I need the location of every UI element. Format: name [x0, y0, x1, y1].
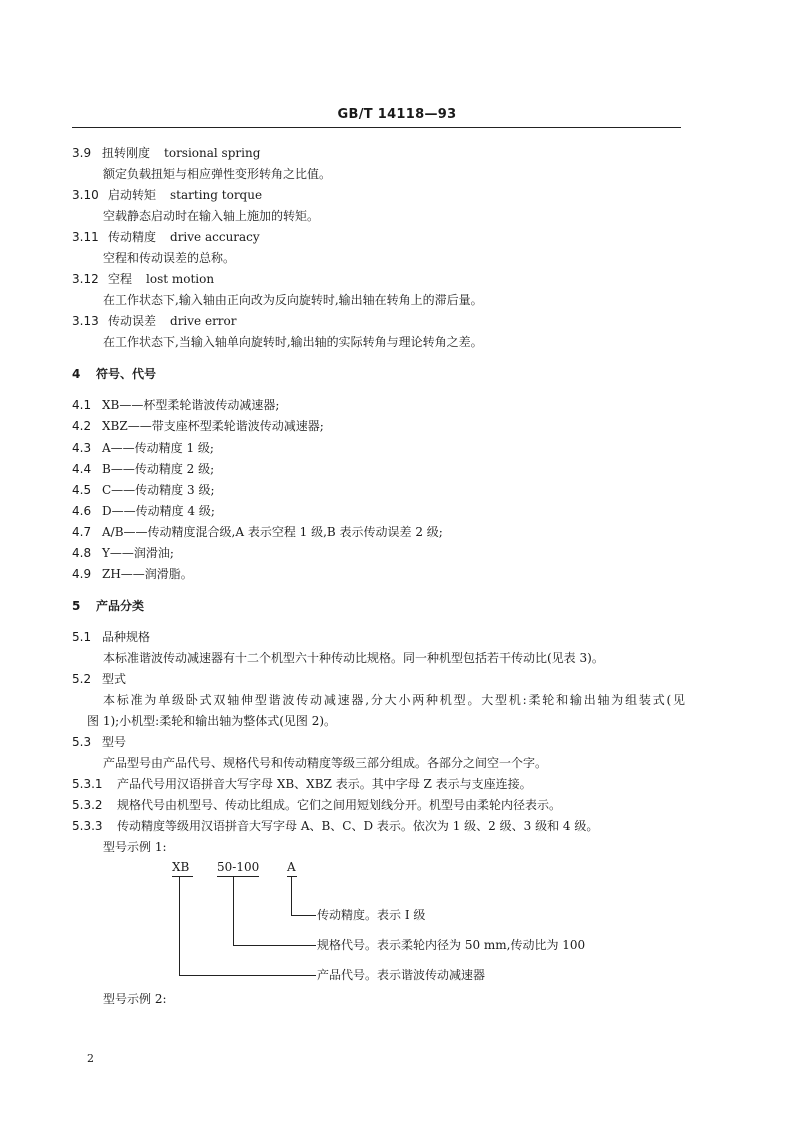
term-english: lost motion	[146, 272, 215, 286]
symbol-text: XBZ——带支座杯型柔轮谐波传动减速器;	[102, 419, 324, 433]
term-definition: 额定负载扭矩与相应弹性变形转角之比值。	[103, 167, 332, 181]
section-number: 5	[72, 599, 81, 613]
clause-number: 4.7	[72, 525, 92, 539]
section-heading-4	[72, 366, 156, 382]
code-product: XB	[172, 860, 190, 874]
symbol-text: C——传动精度 3 级;	[102, 483, 215, 497]
example-label-2: 型号示例 2:	[103, 992, 167, 1006]
symbol-text: ZH——润滑脂。	[102, 567, 193, 581]
symbol-text: XB——杯型柔轮谐波传动减速器;	[102, 398, 280, 412]
clause-number: 3.13	[72, 314, 99, 328]
subsection-title: 品种规格	[102, 630, 151, 644]
term-3-10	[72, 187, 262, 203]
term-3-13	[72, 313, 237, 329]
leader-spec-vertical	[233, 877, 234, 945]
term-3-12	[72, 271, 214, 287]
clause-number: 4.5	[72, 483, 92, 497]
paragraph: 产品型号由产品代号、规格代号和传动精度等级三部分组成。各部分之间空一个字。	[103, 756, 548, 770]
leader-product-vertical	[179, 877, 180, 975]
leader-product-horizontal	[179, 975, 316, 976]
symbol-item	[72, 503, 215, 519]
clause-5-3-3	[72, 818, 598, 834]
section-title: 产品分类	[96, 599, 145, 613]
term-3-9	[72, 145, 260, 161]
code-spec-underline	[217, 876, 259, 877]
leader-spec-horizontal	[233, 945, 316, 946]
clause-5-3-1	[72, 776, 532, 792]
clause-number: 5.3.2	[72, 798, 103, 812]
leader-accuracy-horizontal	[291, 915, 316, 916]
section-title: 符号、代号	[96, 367, 157, 381]
term-3-11	[72, 229, 260, 245]
clause-number: 4.6	[72, 504, 92, 518]
symbol-item	[72, 566, 193, 582]
subsection-5-2	[72, 671, 126, 687]
subsection-title: 型号	[102, 735, 127, 749]
section-heading-5	[72, 598, 144, 614]
term-definition: 空程和传动误差的总称。	[103, 251, 236, 265]
term-english: drive error	[170, 314, 237, 328]
symbol-item	[72, 461, 214, 477]
term-name: 扭转刚度	[102, 146, 151, 160]
clause-number: 3.9	[72, 146, 92, 160]
term-english: starting torque	[170, 188, 263, 202]
code-accuracy: A	[287, 860, 296, 874]
example-label-1: 型号示例 1:	[103, 840, 167, 854]
clause-text: 规格代号由机型号、传动比组成。它们之间用短划线分开。机型号由柔轮内径表示。	[117, 798, 562, 812]
code-spec: 50-100	[217, 860, 260, 874]
term-definition: 在工作状态下,输入轴由正向改为反向旋转时,输出轴在转角上的滞后量。	[103, 293, 483, 307]
clause-number: 4.3	[72, 441, 92, 455]
paragraph-continued: 图 1);小机型:柔轮和输出轴为整体式(见图 2)。	[87, 714, 337, 728]
symbol-text: Y——润滑油;	[102, 546, 174, 560]
label-product: 产品代号。表示谐波传动减速器	[317, 968, 486, 982]
clause-number: 5.3	[72, 735, 92, 749]
symbol-text: D——传动精度 4 级;	[102, 504, 215, 518]
header-rule	[72, 127, 681, 128]
clause-number: 4.1	[72, 398, 92, 412]
symbol-item	[72, 397, 279, 413]
clause-5-3-2	[72, 797, 561, 813]
clause-number: 4.4	[72, 462, 92, 476]
term-definition: 在工作状态下,当输入轴单向旋转时,输出轴的实际转角与理论转角之差。	[103, 335, 483, 349]
clause-number: 3.11	[72, 230, 99, 244]
clause-number: 5.1	[72, 630, 92, 644]
symbol-text: A/B——传动精度混合级,A 表示空程 1 级,B 表示传动误差 2 级;	[102, 525, 443, 539]
symbol-item	[72, 482, 215, 498]
clause-number: 5.3.1	[72, 777, 103, 791]
clause-number: 5.3.3	[72, 819, 103, 833]
clause-number: 4.2	[72, 419, 92, 433]
leader-accuracy-vertical	[291, 877, 292, 915]
code-product-underline	[172, 876, 193, 877]
clause-text: 产品代号用汉语拼音大写字母 XB、XBZ 表示。其中字母 Z 表示与支座连接。	[117, 777, 532, 791]
paragraph: 本标准谐波传动减速器有十二个机型六十种传动比规格。同一种机型包括若干传动比(见表 3)。	[103, 651, 604, 665]
page-number: 2	[87, 1052, 94, 1065]
clause-number: 4.8	[72, 546, 92, 560]
symbol-item	[72, 545, 174, 561]
term-english: drive accuracy	[170, 230, 260, 244]
term-english: torsional spring	[164, 146, 261, 160]
paragraph: 本标准为单级卧式双轴伸型谐波传动减速器,分大小两种机型。大型机:柔轮和输出轴为组装式(见	[103, 693, 685, 707]
term-name: 启动转矩	[108, 188, 157, 202]
term-name: 传动精度	[108, 230, 157, 244]
symbol-item	[72, 418, 324, 434]
subsection-5-1	[72, 629, 150, 645]
page-header: GB/T 14118—93	[337, 107, 457, 122]
term-name: 传动误差	[108, 314, 157, 328]
code-accuracy-underline	[287, 876, 297, 877]
clause-number: 3.12	[72, 272, 99, 286]
symbol-text: B——传动精度 2 级;	[102, 462, 215, 476]
clause-text: 传动精度等级用汉语拼音大写字母 A、B、C、D 表示。依次为 1 级、2 级、3 级和 4 级。	[117, 819, 599, 833]
term-definition: 空载静态启动时在输入轴上施加的转矩。	[103, 209, 320, 223]
subsection-5-3	[72, 734, 126, 750]
symbol-item	[72, 440, 214, 456]
subsection-title: 型式	[102, 672, 127, 686]
clause-number: 4.9	[72, 567, 92, 581]
section-number: 4	[72, 367, 81, 381]
clause-number: 5.2	[72, 672, 92, 686]
symbol-item	[72, 524, 443, 540]
term-name: 空程	[108, 272, 133, 286]
clause-number: 3.10	[72, 188, 99, 202]
label-accuracy: 传动精度。表示 I 级	[317, 908, 426, 922]
label-spec: 规格代号。表示柔轮内径为 50 mm,传动比为 100	[317, 938, 586, 952]
symbol-text: A——传动精度 1 级;	[102, 441, 214, 455]
